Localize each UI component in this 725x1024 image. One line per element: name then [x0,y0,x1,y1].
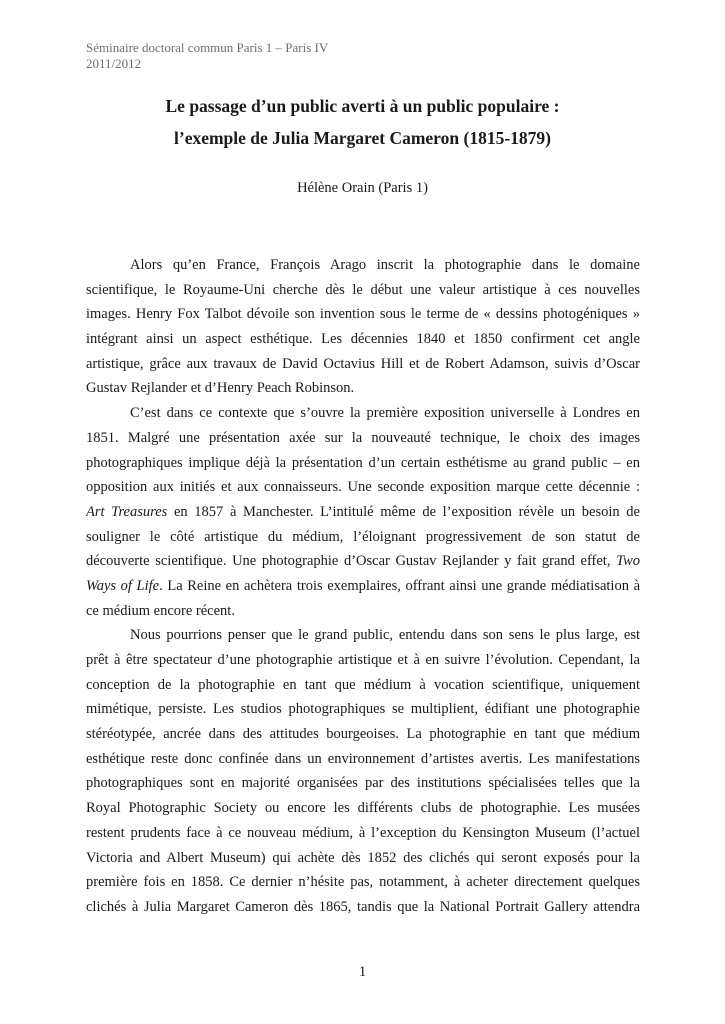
text-line: première fois en 1858. Ce dernier n’hésite pas, notamment, à acheter directement quelques [86,874,640,891]
text-line: artistique, grâce aux travaux de David Octavius Hill et de Robert Adamson, suivis d’Oscar [86,355,640,372]
title-line-2: l’exemple de Julia Margaret Cameron (1815-1879) [174,128,551,148]
running-header [86,40,328,72]
italic-title: Ways of Life [86,577,160,594]
text-line: opposition aux initiés et aux connaisseurs. Une seconde exposition marque cette décennie : [86,479,640,496]
paragraph-3 [86,623,640,919]
text-line: Victoria and Albert Museum) qui achète dès 1852 des clichés qui seront exposés pour la [86,849,640,866]
header-seminar: Séminaire doctoral commun Paris 1 – Paris IV [86,40,329,55]
italic-title: Art Treasures [86,503,168,520]
text-line: intégrant ainsi un aspect esthétique. Les décennies 1840 et 1850 confirment cet angle [86,331,640,348]
text-line: photographiques implique déjà la présentation d’un certain esthétisme au grand public – en [86,454,640,471]
text-line: photographiques sont en majorité organisées par des institutions spécialisées telles que la [86,775,640,792]
text-line: prêt à être spectateur d’une photographie artistique et à en suivre l’évolution. Cependant, la [86,652,640,668]
text-line: C’est dans ce contexte que s’ouvre la première exposition universelle à Londres en [130,405,640,422]
text-line: conception de la photographie en tant que médium à vocation scientifique, uniquement [86,676,640,693]
text-line: Art Treasures en 1857 à Manchester. L’intitulé même de l’exposition révèle un besoin de [86,503,640,520]
text-line: Gustav Rejlander et d’Henry Peach Robinson. [86,380,355,397]
paragraph-1 [86,253,640,401]
text-line: mimétique, persiste. Les studios photographiques se multiplient, édifiant une photographie [86,701,640,718]
text-line: Ways of Life. La Reine en achètera trois exemplaires, offrant ainsi une grande médiatisation à [86,577,640,594]
text-line: découverte scientifique. Une photographie d’Oscar Gustav Rejlander y fait grand effet, Two [86,553,640,570]
text-line: Nous pourrions penser que le grand public, entendu dans son sens le plus large, est [130,627,640,644]
text-line: 1851. Malgré une présentation axée sur la nouveauté technique, le choix des images [86,429,640,446]
body-text [86,253,640,920]
text-line: esthétique reste donc confinée dans un environnement d’artistes avertis. Les manifestations [86,750,640,767]
text-line: restent prudents face à ce nouveau médium, à l’exception du Kensington Museum (l’actuel [86,824,640,841]
text-line: scientifique, le Royaume-Uni cherche dès le début une valeur artistique à ces nouvelles [86,281,640,298]
text-line: Royal Photographic Society ou encore les différents clubs de photographie. Les musées [86,800,640,817]
document-title [0,90,725,154]
italic-title: Two [616,553,640,570]
text-line: Alors qu’en France, François Arago inscrit la photographie dans le domaine [130,257,640,273]
text-line: clichés à Julia Margaret Cameron dès 1865, tandis que la National Portrait Gallery attendra [86,898,640,915]
author-line: Hélène Orain (Paris 1) [297,180,428,196]
text-line: stéréotypée, ancrée dans des attitudes bourgeoises. La photographie en tant que médium [86,726,640,743]
header-year: 2011/2012 [86,56,142,71]
title-line-1: Le passage d’un public averti à un public populaire : [165,96,560,116]
text-line: images. Henry Fox Talbot dévoile son invention sous le terme de « dessins photogéniques » [86,306,640,323]
paragraph-2 [86,401,640,623]
text-line: souligner le côté artistique du médium, l’éloignant progressivement de son statut de [86,528,640,545]
page-number: 1 [358,964,367,980]
text-line: ce médium encore récent. [86,602,235,619]
